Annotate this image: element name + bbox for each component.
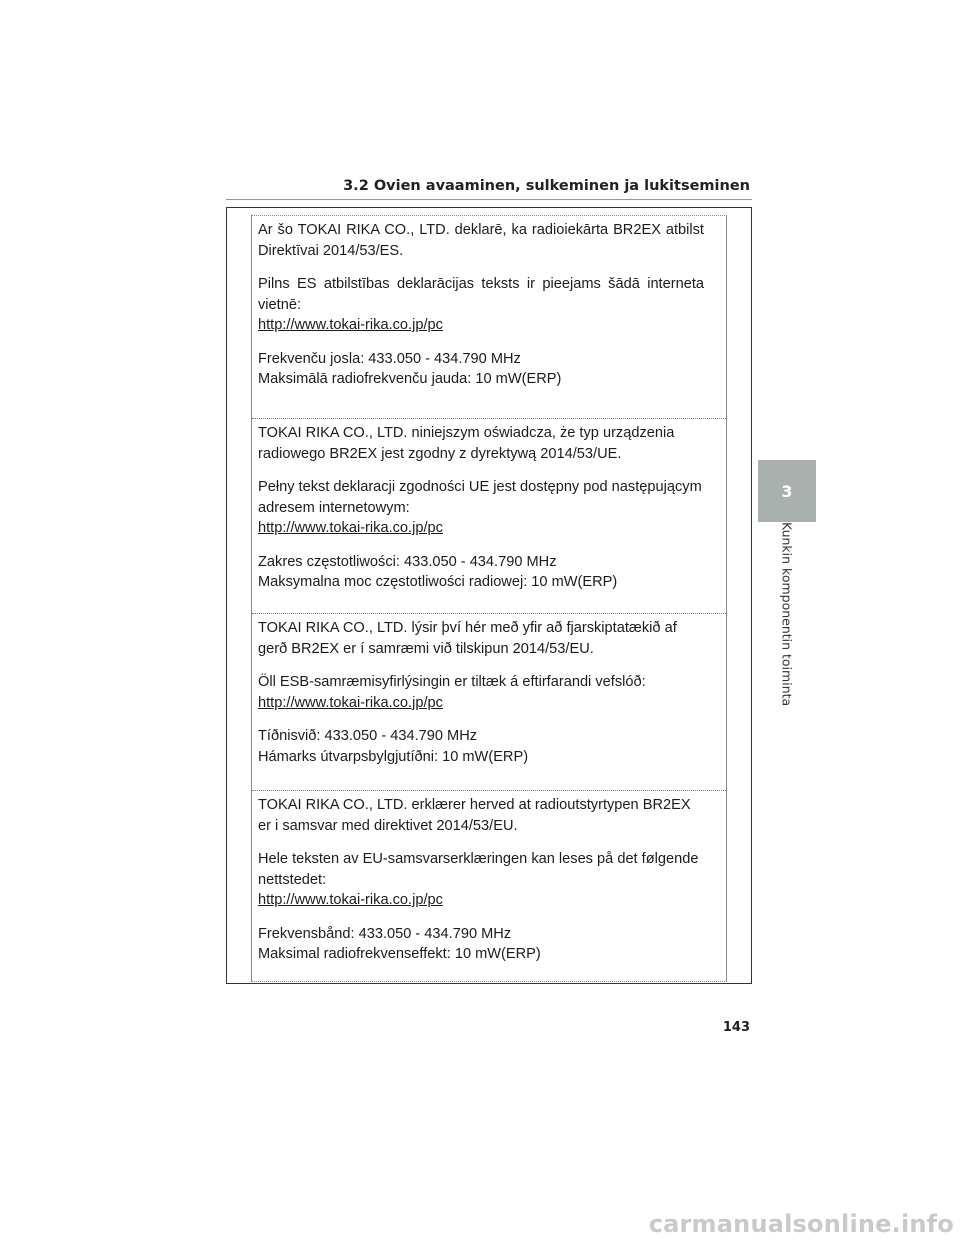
full-text-notice: Hele teksten av EU-samsvarserklæringen kan leses på det følgende nettstedet: bbox=[258, 851, 699, 888]
frequency-band: Tíðnisvið: 433.050 - 434.790 MHz bbox=[258, 728, 478, 744]
declaration-link[interactable]: http://www.tokai-rika.co.jp/pc bbox=[258, 317, 443, 333]
frequency-band: Frekvenču josla: 433.050 - 434.790 MHz bbox=[258, 350, 521, 367]
full-text-notice: Öll ESB-samræmisyfirlýsingin er tiltæk á eftirfarandi vefslóð: bbox=[258, 674, 646, 690]
declaration-section-polish bbox=[252, 418, 726, 593]
declaration-section-norwegian bbox=[252, 790, 726, 965]
header-rule bbox=[226, 199, 752, 200]
max-power: Hámarks útvarpsbylgjutíðni: 10 mW(ERP) bbox=[258, 748, 529, 765]
declaration-text: TOKAI RIKA CO., LTD. lýsir því hér með yfir að fjarskiptatækið af gerð BR2EX er í samræmi við tilskipun 2014/53/EU. bbox=[258, 620, 677, 657]
declaration-text: TOKAI RIKA CO., LTD. niniejszym oświadcza, że typ urządzenia radiowego BR2EX jest zgodny z dyrektywą 2014/53/UE. bbox=[258, 425, 675, 462]
watermark: carmanualsonline.info bbox=[648, 1210, 954, 1238]
page-header-title: 3.2 Ovien avaaminen, sulkeminen ja lukitseminen bbox=[343, 178, 750, 194]
declaration-inner-frame bbox=[251, 215, 727, 982]
declaration-section-icelandic bbox=[252, 613, 726, 767]
chapter-tab[interactable] bbox=[758, 460, 816, 522]
chapter-label-text: Kunkin komponentin toiminta bbox=[779, 522, 795, 707]
declaration-link[interactable]: http://www.tokai-rika.co.jp/pc bbox=[258, 892, 443, 908]
frequency-band: Zakres częstotliwości: 433.050 - 434.790 MHz bbox=[258, 553, 557, 570]
declaration-text: Ar šo TOKAI RIKA CO., LTD. deklarē, ka radioiekārta BR2EX atbilst Direktīvai 2014/53/ES. bbox=[258, 222, 704, 259]
declaration-section-latvian bbox=[252, 220, 726, 390]
max-power: Maksymalna moc częstotliwości radiowej: 10 mW(ERP) bbox=[258, 574, 618, 590]
declaration-text: TOKAI RIKA CO., LTD. erklærer herved at radioutstyrtypen BR2EX er i samsvar med direktivet 2014/53/EU. bbox=[258, 797, 691, 834]
frequency-band: Frekvensbånd: 433.050 - 434.790 MHz bbox=[258, 925, 512, 942]
full-text-notice: Pełny tekst deklaracji zgodności UE jest dostępny pod następującym adresem internetowym: bbox=[258, 479, 702, 516]
max-power: Maksimal radiofrekvenseffekt: 10 mW(ERP) bbox=[258, 946, 541, 962]
max-power: Maksimālā radiofrekvenču jauda: 10 mW(ERP) bbox=[258, 371, 562, 387]
page-number: 143 bbox=[722, 1020, 750, 1035]
declaration-box bbox=[226, 207, 752, 984]
chapter-label bbox=[778, 522, 796, 712]
declaration-link[interactable]: http://www.tokai-rika.co.jp/pc bbox=[258, 694, 443, 711]
chapter-number: 3 bbox=[781, 481, 793, 501]
full-text-notice: Pilns ES atbilstības deklarācijas teksts ir pieejams šādā interneta vietnē: bbox=[258, 276, 704, 313]
declaration-link[interactable]: http://www.tokai-rika.co.jp/pc bbox=[258, 520, 443, 536]
